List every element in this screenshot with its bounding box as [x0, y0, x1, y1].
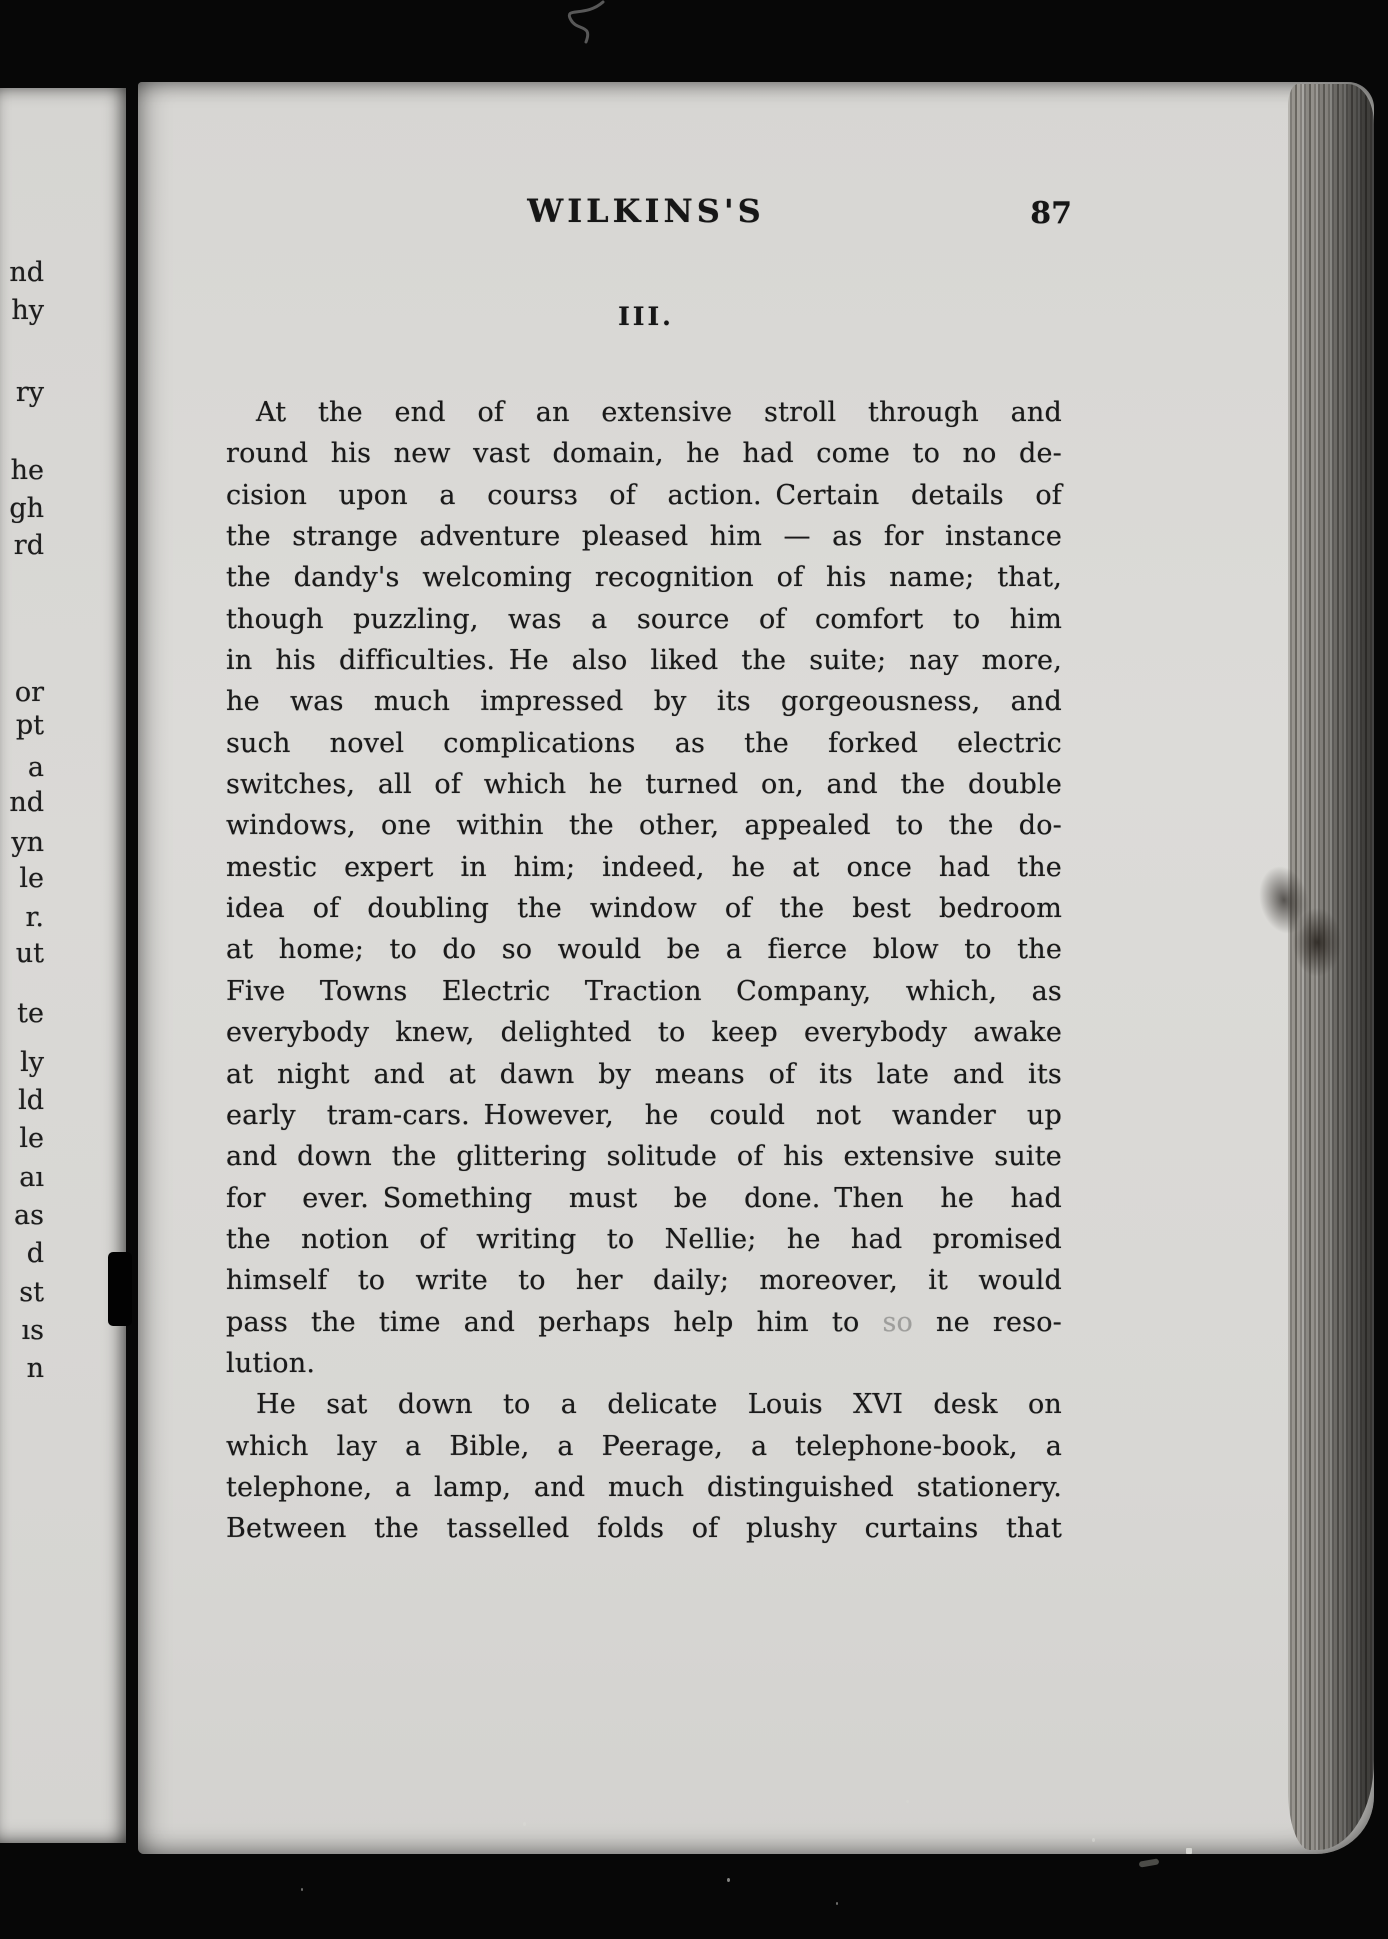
cutoff-text-fragment: n	[26, 1353, 44, 1384]
section-heading: III.	[618, 302, 674, 331]
text-line: though puzzling, was a source of comfort to him	[226, 603, 1062, 635]
cutoff-text-fragment: pt	[15, 710, 44, 741]
cutoff-text-fragment: hy	[11, 295, 44, 326]
text-line: the strange adventure pleased him — as for instance	[226, 521, 1062, 553]
text-line: idea of doubling the window of the best bedroom	[226, 893, 1062, 925]
page-number: 87	[1030, 196, 1072, 231]
pen-squiggle-mark	[545, 0, 615, 46]
text-line: He sat down to a delicate Louis XVI desk on	[256, 1389, 1062, 1421]
text-line: cision upon a coursɜ of action. Certain details of	[226, 479, 1062, 511]
cutoff-text-fragment: d	[26, 1238, 44, 1269]
text-line: at night and at dawn by means of its late and its	[226, 1058, 1062, 1090]
text-line: at home; to do so would be a fierce blow to the	[226, 934, 1062, 966]
left-page-strip	[0, 88, 126, 1843]
dust-speck	[1186, 1848, 1192, 1854]
text-line: for ever. Something must be done. Then he had	[226, 1182, 1062, 1214]
dust-speck	[301, 1888, 303, 1891]
cutoff-text-fragment: nd	[9, 787, 44, 818]
cutoff-text-fragment: le	[19, 863, 44, 894]
gutter-shadow-mark	[108, 1252, 132, 1326]
text-line: such novel complications as the forked electric	[226, 727, 1062, 759]
cutoff-text-fragment: r.	[25, 902, 44, 933]
text-line: switches, all of which he turned on, and the double	[226, 769, 1062, 801]
text-line: telephone, a lamp, and much distinguished stationery.	[226, 1471, 1062, 1503]
text-segment: pass the time and perhaps help him to	[226, 1306, 883, 1338]
cutoff-text-fragment: ry	[15, 377, 44, 408]
dust-speck	[906, 1800, 909, 1803]
dust-speck	[1092, 1838, 1095, 1842]
text-line: mestic expert in him; indeed, he at once had the	[226, 851, 1062, 883]
text-line: in his difficulties. He also liked the suite; nay more,	[226, 645, 1062, 677]
text-line: and down the glittering solitude of his extensive suite	[226, 1141, 1062, 1173]
text-line: the dandy's welcoming recognition of his name; that,	[226, 562, 1062, 594]
page-fore-edge	[1288, 84, 1374, 1850]
cutoff-text-fragment: ly	[20, 1047, 44, 1078]
cutoff-text-fragment: gh	[9, 493, 44, 524]
cutoff-text-fragment: rd	[13, 530, 44, 561]
cutoff-text-fragment: a	[27, 752, 44, 783]
text-line: everybody knew, delighted to keep everybody awake	[226, 1017, 1062, 1049]
cutoff-text-fragment: or	[14, 677, 44, 708]
faded-print-text: so	[882, 1306, 913, 1338]
running-head-title: WILKINS'S	[527, 192, 765, 230]
text-line: Five Towns Electric Traction Company, which, as	[226, 975, 1062, 1007]
dust-speck	[727, 1878, 730, 1882]
text-line: round his new vast domain, he had come to no de-	[226, 438, 1062, 470]
body-text	[226, 392, 1062, 1550]
cutoff-text-fragment: nd	[9, 257, 44, 288]
cutoff-text-fragment: st	[19, 1277, 44, 1308]
dust-speck	[836, 1902, 838, 1905]
text-line: himself to write to her daily; moreover, it would	[226, 1265, 1062, 1297]
cutoff-text-fragment: yn	[11, 827, 44, 858]
cutoff-text-fragment: as	[14, 1200, 44, 1231]
dust-speck	[523, 1822, 526, 1826]
text-line: lution.	[226, 1347, 316, 1379]
text-line	[226, 1302, 1062, 1343]
cutoff-text-fragment: aı	[19, 1162, 44, 1193]
cutoff-text-fragment: ld	[18, 1085, 44, 1116]
cutoff-text-fragment: le	[19, 1123, 44, 1154]
running-head	[226, 192, 1072, 232]
text-line: early tram-cars. However, he could not wander up	[226, 1099, 1062, 1131]
text-segment: ne reso-	[912, 1306, 1062, 1338]
book-page	[138, 82, 1374, 1854]
cutoff-text-fragment: he	[10, 455, 44, 486]
text-line: Between the tasselled folds of plushy curtains that	[226, 1513, 1062, 1545]
text-line: At the end of an extensive stroll through and	[256, 397, 1062, 428]
text-line: the notion of writing to Nellie; he had promised	[226, 1223, 1062, 1255]
cutoff-text-fragment: te	[17, 998, 44, 1029]
text-line: windows, one within the other, appealed to the do-	[226, 810, 1062, 842]
text-line: he was much impressed by its gorgeousness, and	[226, 686, 1062, 718]
text-line: which lay a Bible, a Peerage, a telephone-book, a	[226, 1430, 1062, 1462]
scanner-mark	[1139, 1858, 1160, 1867]
cutoff-text-fragment: ut	[15, 938, 44, 969]
cutoff-text-fragment: ıs	[21, 1315, 44, 1346]
